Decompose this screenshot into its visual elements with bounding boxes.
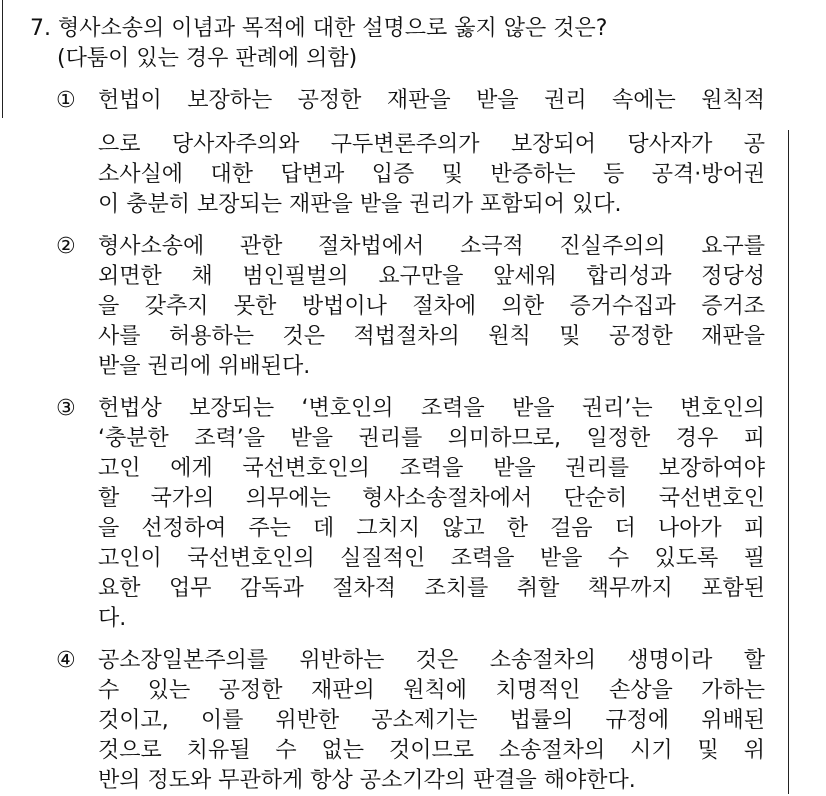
option-3[interactable]	[30, 394, 770, 634]
option-line: 고인 에게 국선변호인의 조력을 받을 권리를 보장하여야	[98, 456, 765, 481]
question-title	[30, 14, 770, 74]
question-text: 형사소송의 이념과 목적에 대한 설명으로 옳지 않은 것은?	[58, 16, 608, 41]
option-marker: ④	[56, 648, 76, 673]
option-line: 고인이 국선변호인의 실질적인 조력을 받을 수 있도록 필	[98, 546, 765, 571]
option-line: 할 국가의 의무에는 형사소송절차에서 단순히 국선변호인	[98, 486, 765, 511]
option-line: 외면한 채 범인필벌의 요구만을 앞세워 합리성과 정당성	[98, 264, 765, 289]
question-note: (다툼이 있는 경우 판례에 의함)	[57, 46, 358, 71]
right-border-line	[788, 130, 789, 794]
option-marker: ①	[56, 88, 76, 113]
option-4[interactable]	[30, 646, 770, 796]
option-line: 공소장일본주의를 위반하는 것은 소송절차의 생명이라 할	[98, 648, 765, 673]
option-line: 다.	[98, 606, 127, 631]
option-line: 것으로 치유될 수 없는 것이므로 소송절차의 시기 및 위	[98, 738, 765, 763]
option-line: 수 있는 공정한 재판의 원칙에 치명적인 손상을 가하는	[98, 678, 765, 703]
option-line: 헌법상 보장되는 ‘변호인의 조력을 받을 권리’는 변호인의	[98, 396, 765, 421]
option-line: 헌법이 보장하는 공정한 재판을 받을 권리 속에는 원칙적	[98, 88, 765, 113]
option-line: 을 선정하여 주는 데 그치지 않고 한 걸음 더 나아가 피	[98, 516, 765, 541]
option-line: 사를 허용하는 것은 적법절차의 원칙 및 공정한 재판을	[98, 324, 765, 349]
option-line: 것이고, 이를 위반한 공소제기는 법률의 규정에 위배된	[98, 708, 765, 733]
option-line: 으로 당사자주의와 구두변론주의가 보장되어 당사자가 공	[98, 132, 765, 157]
option-1[interactable]	[30, 86, 770, 220]
question-document	[30, 14, 770, 796]
option-2[interactable]	[30, 232, 770, 382]
option-line: 이 충분히 보장되는 재판을 받을 권리가 포함되어 있다.	[98, 192, 622, 217]
option-line: ‘충분한 조력’을 받을 권리를 의미하므로, 일정한 경우 피	[98, 426, 765, 451]
option-line: 요한 업무 감독과 절차적 조치를 취할 책무까지 포함된	[98, 576, 765, 601]
option-line: 형사소송에 관한 절차법에서 소극적 진실주의의 요구를	[98, 234, 765, 259]
option-marker: ②	[56, 234, 76, 259]
option-line: 소사실에 대한 답변과 입증 및 반증하는 등 공격·방어권	[98, 162, 765, 187]
question-title-line	[30, 14, 770, 44]
left-border-line	[2, 0, 3, 118]
option-line: 받을 권리에 위배된다.	[98, 354, 311, 379]
option-line: 반의 정도와 무관하게 항상 공소기각의 판결을 해야한다.	[98, 768, 636, 793]
option-line: 을 갖추지 못한 방법이나 절차에 의한 증거수집과 증거조	[98, 294, 765, 319]
option-marker: ③	[56, 396, 76, 421]
question-number: 7.	[30, 16, 51, 41]
